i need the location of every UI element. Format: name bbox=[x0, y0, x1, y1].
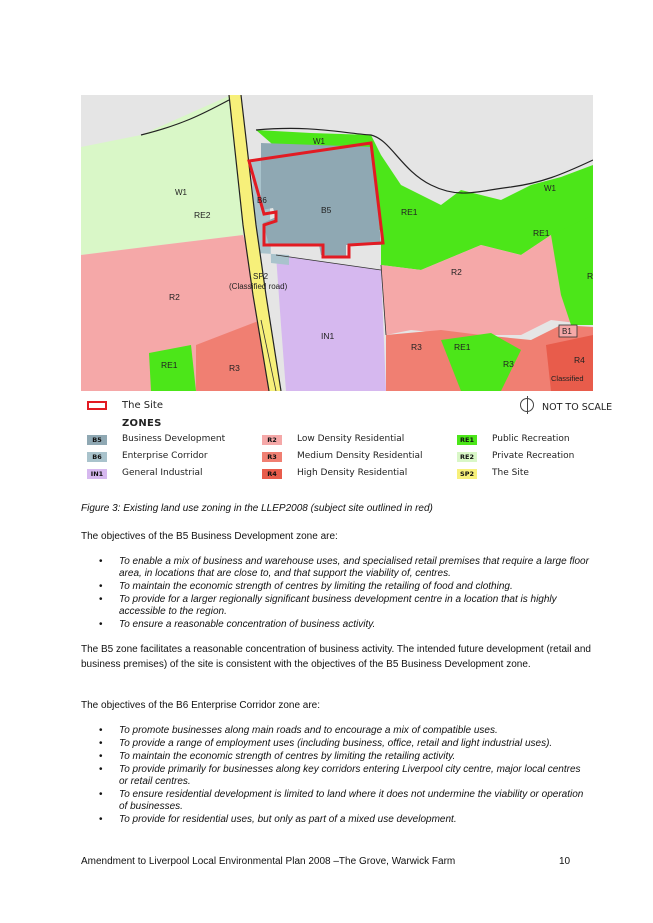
legend-label-r2: Low Density Residential bbox=[297, 434, 405, 444]
map-label-re1: RE1 bbox=[454, 342, 471, 352]
map-label-r3: R3 bbox=[229, 363, 240, 373]
map-label-classified: Classified bbox=[551, 374, 584, 383]
legend-swatch-sp2: SP2 bbox=[457, 469, 477, 479]
not-to-scale-label: NOT TO SCALE bbox=[542, 402, 613, 413]
objective-item: • To maintain the economic strength of centres by limiting the retailing of food and clothing. bbox=[81, 581, 591, 593]
map-label-classified-road: (Classified road) bbox=[229, 282, 288, 291]
objective-item: • To ensure a reasonable concentration of business activity. bbox=[81, 619, 591, 631]
legend-label-re1: Public Recreation bbox=[492, 434, 570, 444]
map-label-r: R bbox=[587, 271, 593, 281]
page-number: 10 bbox=[559, 856, 571, 867]
map-label-r2: R2 bbox=[451, 267, 462, 277]
map-label-r2: R2 bbox=[169, 292, 180, 302]
map-label-b1: B1 bbox=[562, 327, 572, 336]
legend-label-sp2: The Site bbox=[492, 468, 529, 478]
legend-label-b6: Enterprise Corridor bbox=[122, 451, 208, 461]
map-label-re2: RE2 bbox=[194, 210, 211, 220]
b6-intro: The objectives of the B6 Enterprise Corridor zone are: bbox=[81, 700, 321, 711]
map-label-r3: R3 bbox=[411, 342, 422, 352]
map-label-b5: B5 bbox=[321, 205, 332, 215]
map-label-r3: R3 bbox=[503, 359, 514, 369]
legend-swatch-in1: IN1 bbox=[87, 469, 107, 479]
legend-label-r4: High Density Residential bbox=[297, 468, 408, 478]
legend-swatch-r2: R2 bbox=[262, 435, 282, 445]
zoning-map bbox=[81, 95, 593, 391]
map-label-re1: RE1 bbox=[161, 360, 178, 370]
objective-item: • To promote businesses along main roads and to encourage a mix of compatible uses. bbox=[81, 725, 591, 737]
legend-swatch-re1: RE1 bbox=[457, 435, 477, 445]
legend-site-label: The Site bbox=[122, 400, 163, 411]
b6-objectives-list bbox=[81, 725, 591, 827]
legend-label-in1: General Industrial bbox=[122, 468, 203, 478]
legend-zones-heading: ZONES bbox=[122, 418, 162, 429]
b5-objectives-list bbox=[81, 556, 591, 632]
figure-caption: Figure 3: Existing land use zoning in the LLEP2008 (subject site outlined in red) bbox=[81, 503, 433, 514]
legend-label-re2: Private Recreation bbox=[492, 451, 575, 461]
legend-label-b5: Business Development bbox=[122, 434, 226, 444]
objective-item: • To provide for residential uses, but only as part of a mixed use development. bbox=[81, 814, 591, 826]
map-label-re1: RE1 bbox=[533, 228, 550, 238]
objective-item: • To provide for a larger regionally significant business development centre in a location that is highly accessible to the region. bbox=[81, 594, 591, 618]
objective-item: • To ensure residential development is limited to land where it does not undermine the viability or operation of businesses. bbox=[81, 789, 591, 813]
footer-title: Amendment to Liverpool Local Environmental Plan 2008 –The Grove, Warwick Farm bbox=[81, 856, 456, 867]
site-outline-swatch bbox=[87, 401, 107, 410]
map-label-w1: W1 bbox=[313, 137, 325, 146]
legend-swatch-b5: B5 bbox=[87, 435, 107, 445]
legend-label-r3: Medium Density Residential bbox=[297, 451, 423, 461]
objective-item: • To enable a mix of business and warehouse uses, and specialised retail premises that require a large floor area, in locations that are close to, and that support the viability of, centres. bbox=[81, 556, 591, 580]
map-label-w1: W1 bbox=[175, 188, 187, 197]
objective-item: • To provide a range of employment uses (including business, office, retail and light industrial uses). bbox=[81, 738, 591, 750]
legend-swatch-b6: B6 bbox=[87, 452, 107, 462]
map-label-w1: W1 bbox=[544, 184, 556, 193]
b5-discussion: The B5 zone facilitates a reasonable concentration of business activity. The intended future development (retail and business premises) of the site is consistent with the objectives of the B5 Business Development zone. bbox=[81, 644, 591, 670]
map-label-sp2: SP2 bbox=[253, 272, 269, 281]
legend-swatch-r4: R4 bbox=[262, 469, 282, 479]
map-label-r4: R4 bbox=[574, 355, 585, 365]
legend-swatch-r3: R3 bbox=[262, 452, 282, 462]
map-label-b6: B6 bbox=[257, 196, 267, 205]
objective-item: • To maintain the economic strength of centres by limiting the retailing activity. bbox=[81, 751, 591, 763]
map-label-in1: IN1 bbox=[321, 331, 335, 341]
north-arrow-icon bbox=[520, 398, 534, 412]
legend-swatch-re2: RE2 bbox=[457, 452, 477, 462]
objective-item: • To provide primarily for businesses along key corridors entering Liverpool city centre, major local centres or retail centres. bbox=[81, 764, 591, 788]
b5-intro: The objectives of the B5 Business Development zone are: bbox=[81, 531, 338, 542]
map-label-re1: RE1 bbox=[401, 207, 418, 217]
